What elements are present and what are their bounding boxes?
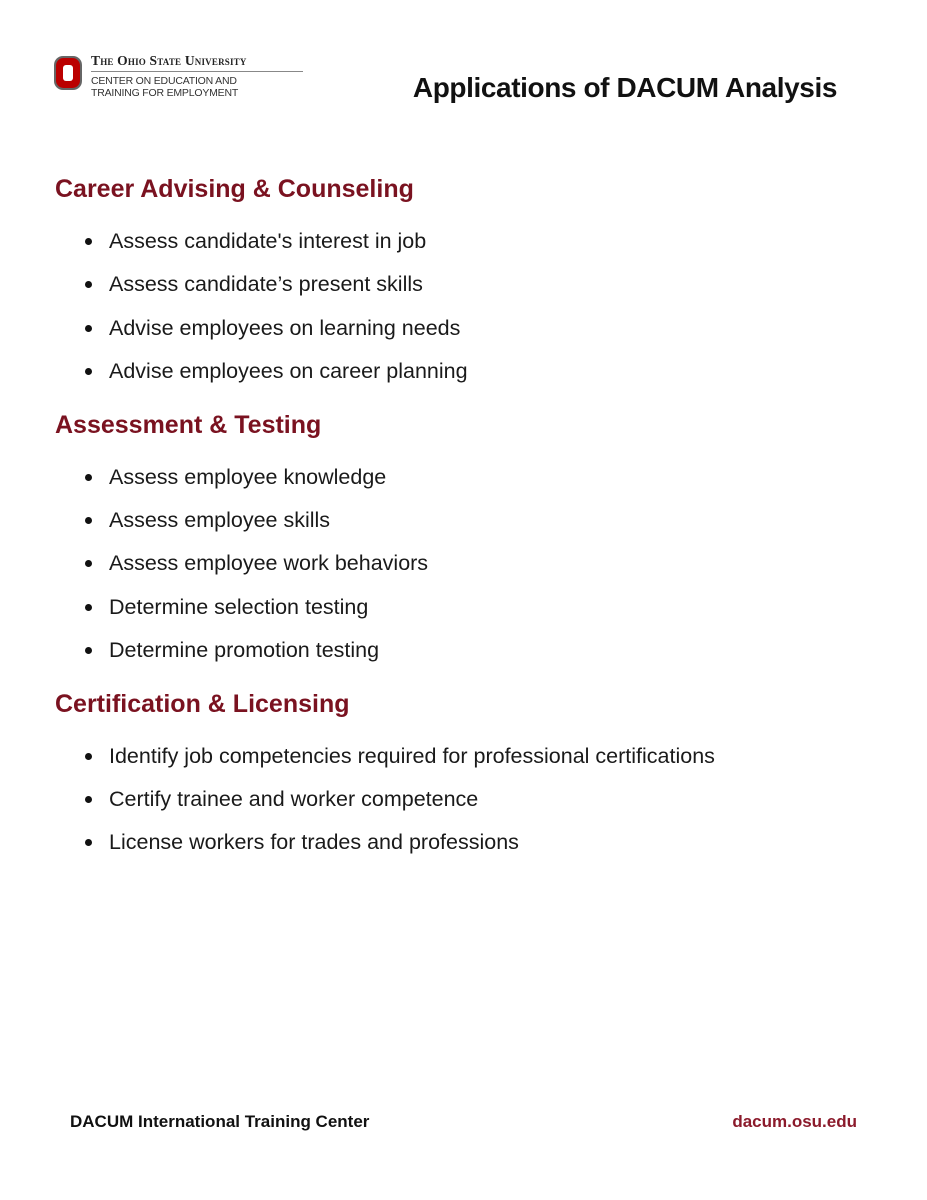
bullet-list [55, 220, 875, 394]
list-item-text: License workers for trades and professions [109, 830, 519, 855]
list-item [55, 263, 875, 306]
list-item-text: Assess employee knowledge [109, 464, 387, 489]
section-heading: Certification & Licensing [55, 689, 350, 718]
list-item-text: Assess employee skills [109, 508, 331, 533]
list-item-text: Assess employee work behaviors [109, 551, 429, 576]
list-item [55, 778, 875, 821]
list-item-text: Certify trainee and worker competence [109, 787, 479, 812]
section-assessment-testing [55, 406, 875, 673]
page-header [0, 0, 927, 130]
bullet-list [55, 456, 875, 673]
list-item [55, 735, 875, 778]
bullet-dot-icon [85, 368, 92, 375]
university-name: The Ohio State University [91, 53, 247, 68]
bullet-list [55, 735, 875, 865]
bullet-dot-icon [85, 474, 92, 481]
center-name-line1: CENTER ON EDUCATION AND [91, 75, 237, 87]
bullet-dot-icon [85, 647, 92, 654]
bullet-dot-icon [85, 796, 92, 803]
logo-text [91, 53, 313, 99]
list-item [55, 821, 875, 864]
section-heading: Career Advising & Counseling [55, 175, 414, 203]
bullet-dot-icon [85, 325, 92, 332]
list-item [55, 350, 875, 393]
list-item-text: Assess candidate's interest in job [109, 229, 427, 253]
footer-website-link[interactable]: dacum.osu.edu [732, 1112, 857, 1131]
main-content [55, 170, 875, 877]
section-career-advising [55, 170, 875, 394]
bullet-dot-icon [85, 753, 92, 760]
list-item [55, 542, 875, 585]
bullet-dot-icon [85, 281, 92, 288]
footer-organization: DACUM International Training Center [70, 1112, 370, 1131]
list-item-text: Advise employees on career planning [109, 359, 468, 384]
bullet-dot-icon [85, 604, 92, 611]
list-item [55, 220, 875, 263]
section-certification-licensing [55, 685, 875, 865]
bullet-dot-icon [85, 560, 92, 567]
list-item [55, 456, 875, 499]
bullet-dot-icon [85, 238, 92, 245]
list-item-text: Determine selection testing [109, 594, 369, 619]
list-item [55, 307, 875, 350]
section-heading: Assessment & Testing [55, 410, 322, 439]
bullet-dot-icon [85, 517, 92, 524]
list-item-text: Assess candidate’s present skills [109, 272, 423, 297]
list-item-text: Advise employees on learning needs [109, 315, 461, 340]
list-item [55, 629, 875, 672]
list-item-text: Determine promotion testing [109, 638, 380, 663]
list-item [55, 586, 875, 629]
osu-logo[interactable] [53, 53, 313, 103]
list-item-text: Identify job competencies required for professional certifications [109, 743, 715, 768]
block-o-logo-icon [53, 55, 83, 91]
logo-divider [91, 71, 303, 72]
bullet-dot-icon [85, 839, 92, 846]
page-title: Applications of DACUM Analysis [412, 72, 837, 103]
list-item [55, 499, 875, 542]
center-name-line2: TRAINING FOR EMPLOYMENT [91, 87, 239, 99]
